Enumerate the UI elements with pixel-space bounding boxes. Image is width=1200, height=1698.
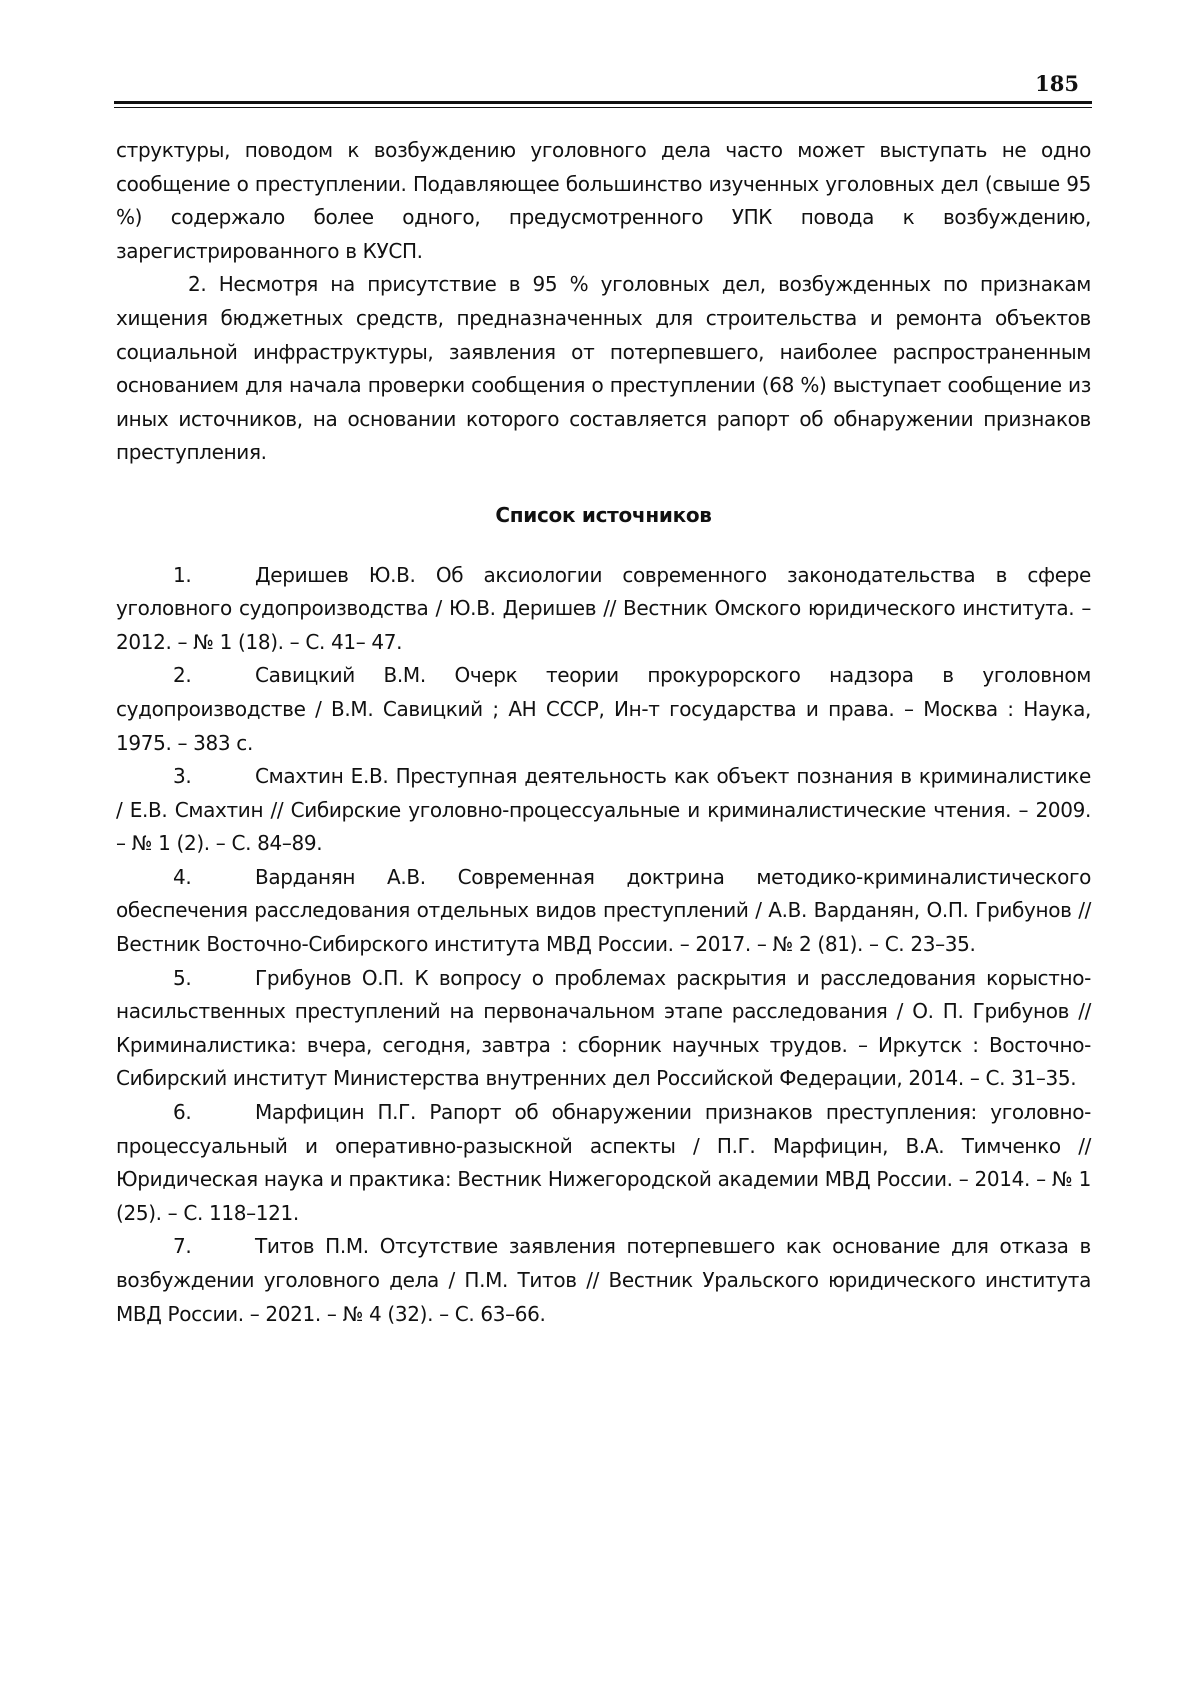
body-paragraph: структуры, поводом к возбуждению уголовного дела часто может выступать не одно сообщение о преступлении. Подавляющее большинство изученных уголовных дел (свыше 95 %) содержало более одного, предусмотренного УПК повода к возбуждению, зарегистрированного в КУСП. — [116, 138, 1091, 263]
references-list — [116, 559, 1091, 1332]
reference-number: 1. — [173, 562, 192, 587]
reference-text: Деришев Ю.В. Об аксиологии современного законодательства в сфере уголовного судопроизводства / Ю.В. Деришев // Вестник Омского юридического института. – 2012. – № 1 (18). – С. 41– 47. — [116, 562, 1091, 654]
reference-text: Смахтин Е.В. Преступная деятельность как объект познания в криминалистике / Е.В. Смахтин // Сибирские уголовно-процессуальные и криминалистические чтения. – 2009. – № 1 (2). – С. 84–89. — [116, 764, 1091, 856]
reference-item — [116, 1096, 1091, 1230]
reference-number: 5. — [173, 965, 192, 990]
reference-text: Марфицин П.Г. Рапорт об обнаружении признаков преступления: уголовно-процессуальный и оперативно-разыскной аспекты / П.Г. Марфицин, В.А. Тимченко // Юридическая наука и практика: Вестник Нижегородской академии МВД России. – 2014. – № 1 (25). – С. 118–121. — [116, 1100, 1091, 1225]
reference-number: 6. — [173, 1100, 192, 1125]
reference-item — [116, 962, 1091, 1096]
body-paragraph: 2. Несмотря на присутствие в 95 % уголовных дел, возбужденных по признакам хищения бюджетных средств, предназначенных для строительства и ремонта объектов социальной инфраструктуры, заявления от потерпевшего, наиболее распространенным основанием для начала проверки сообщения о преступлении (68 %) выступает сообщение из иных источников, на основании которого составляется рапорт об обнаружении признаков преступления. — [116, 272, 1091, 465]
reference-number: 7. — [173, 1234, 192, 1259]
reference-text: Титов П.М. Отсутствие заявления потерпевшего как основание для отказа в возбуждении уголовного дела / П.М. Титов // Вестник Уральского юридического института МВД России. – 2021. – № 4 (32). – С. 63–66. — [116, 1234, 1091, 1326]
page-number: 185 — [1035, 71, 1079, 96]
reference-item — [116, 861, 1091, 962]
reference-text: Грибунов О.П. К вопросу о проблемах раскрытия и расследования корыстно-насильственных преступлений на первоначальном этапе расследования / О. П. Грибунов // Криминалистика: вчера, сегодня, завтра : сборник научных трудов. – Иркутск : Восточно-Сибирский институт Министерства внутренних дел Российской Федерации, 2014. – С. 31–35. — [116, 965, 1091, 1091]
reference-item — [116, 559, 1091, 660]
header-rule-thin — [114, 107, 1092, 108]
reference-item — [116, 659, 1091, 760]
page-content — [116, 134, 1091, 1331]
reference-item — [116, 760, 1091, 861]
references-title: Список источников — [495, 502, 712, 527]
header-rule-thick — [114, 101, 1092, 104]
reference-number: 2. — [173, 663, 192, 688]
reference-text: Варданян А.В. Современная доктрина методико-криминалистического обеспечения расследования отдельных видов преступлений / А.В. Варданян, О.П. Грибунов // Вестник Восточно-Сибирского института МВД России. – 2017. – № 2 (81). – С. 23–35. — [116, 864, 1091, 957]
reference-item — [116, 1230, 1091, 1331]
reference-number: 4. — [173, 864, 192, 889]
reference-number: 3. — [173, 764, 192, 789]
reference-text: Савицкий В.М. Очерк теории прокурорского надзора в уголовном судопроизводстве / В.М. Савицкий ; АН СССР, Ин-т государства и права. – Москва : Наука, 1975. – 383 с. — [116, 663, 1091, 755]
